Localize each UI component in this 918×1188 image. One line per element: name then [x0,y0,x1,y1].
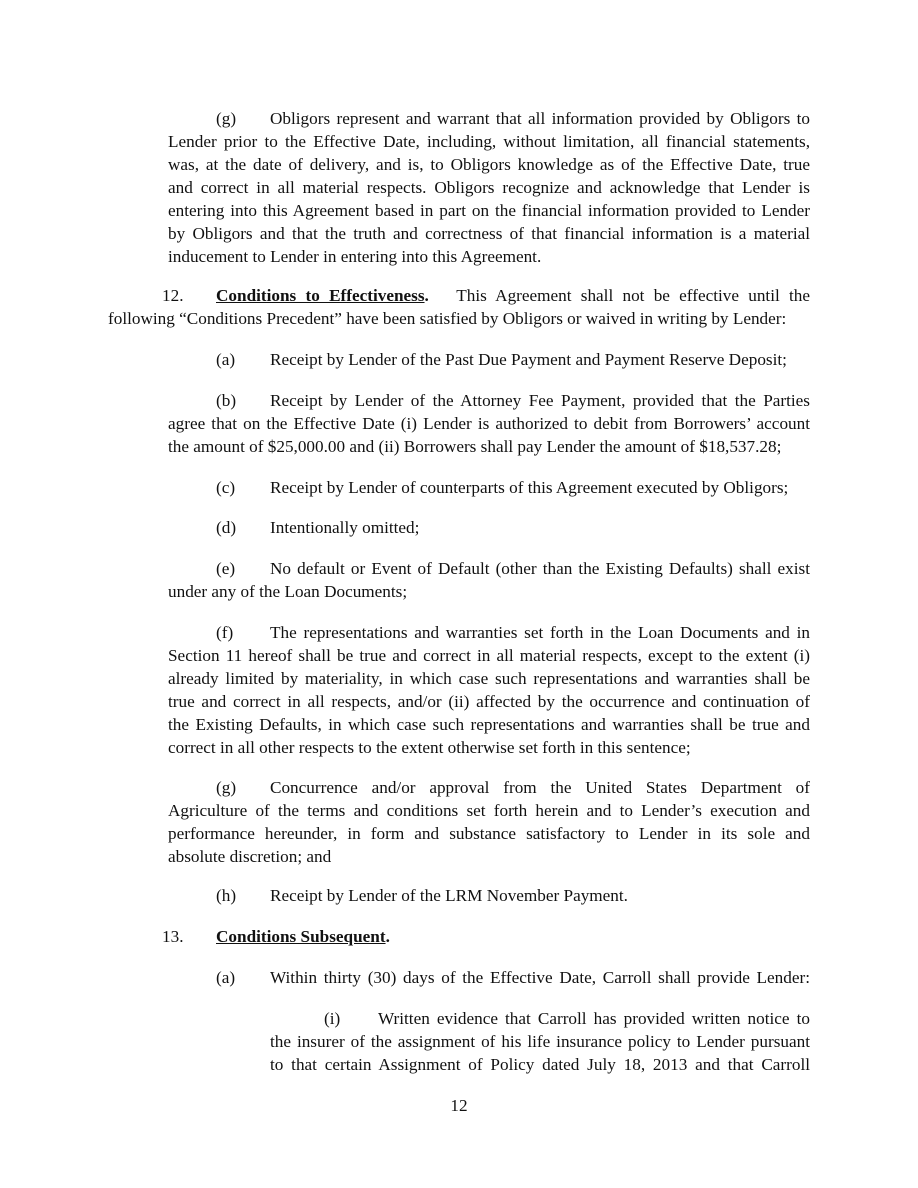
paragraph-line: the amount of $25,000.00 and (ii) Borrowers shall pay Lender the amount of $18,537.28; [168,437,782,456]
subsequent-a-i: (i) Written evidence that Carroll has provided written notice to the insurer of the assignment of his life insurance policy to Lender pursuant to that certain Assignment of Policy dated July 18, 2013 and that Carroll [270,1009,810,1074]
item-label: (e) [216,559,236,578]
paragraph-line: absolute discretion; and [168,847,332,866]
paragraph-line: Lender prior to the Effective Date, including, without limitation, all financial statements, [168,132,810,151]
section-12-intro [108,284,810,330]
page-number: 12 [450,1096,468,1115]
paragraph-line: the insurer of the assignment of his life insurance policy to Lender pursuant [270,1032,810,1051]
section-heading: Conditions Subsequent [216,927,386,946]
paragraph-line: to that certain Assignment of Policy dated July 18, 2013 and that Carroll [270,1055,810,1074]
subsequent-a: (a) Within thirty (30) days of the Effective Date, Carroll shall provide Lender: [216,968,810,987]
paragraph-line: true and correct in all respects, and/or (ii) affected by the occurrence and continuation of [168,692,810,711]
paragraph-line: following “Conditions Precedent” have been satisfied by Obligors or waived in writing by Lender: [108,309,787,328]
condition-g: (g) Concurrence and/or approval from the United States Department of Agriculture of the terms and conditions set forth herein and to Lender’s execution and performance hereunder, in form and substance satisfactory to Lender in its sole and absolute discretion; and [168,778,810,866]
section-13-heading: 13. Conditions Subsequent. [162,927,390,946]
item-label: (i) [324,1009,341,1028]
paragraph-line: performance hereunder, in form and substance satisfactory to Lender in its sole and [168,824,810,843]
condition-f: (f) The representations and warranties set forth in the Loan Documents and in Section 11 hereof shall be true and correct in all material respects, except to the extent (i) already limited by materiality, in which case such representations and warranties shall be true and correct in all respects, and/or (ii) affected by the occurrence and continuation of the Existing Defaults, in which case such representations and warranties shall be true and correct in all other respects to the extent otherwise set forth in this sentence; [168,623,810,757]
condition-h: (h) Receipt by Lender of the LRM November Payment. [216,886,628,905]
item-label: (a) [216,350,236,369]
paragraph-line: under any of the Loan Documents; [168,582,408,601]
item-label: (a) [216,968,236,987]
paragraph-line: was, at the date of delivery, and is, to Obligors knowledge as of the Effective Date, true [168,155,810,174]
paragraph-line: agree that on the Effective Date (i) Lender is authorized to debit from Borrowers’ account [168,414,810,433]
paragraph-line: 12. Conditions to Effectiveness. This Agreement shall not be effective until the [162,286,810,305]
condition-c: (c) Receipt by Lender of counterparts of this Agreement executed by Obligors; [216,478,789,497]
paragraph-line: correct in all other respects to the extent otherwise set forth in this sentence; [168,738,691,757]
paragraph-line: entering into this Agreement based in part on the financial information provided to Lender [168,201,810,220]
paragraph-g-warranty [168,107,810,268]
paragraph-line: inducement to Lender in entering into this Agreement. [168,247,542,266]
paragraph-line: already limited by materiality, in which case such representations and warranties shall be [168,669,810,688]
paragraph-line: Section 11 hereof shall be true and correct in all material respects, except to the extent (i) [168,646,810,665]
condition-b: (b) Receipt by Lender of the Attorney Fee Payment, provided that the Parties agree that on the Effective Date (i) Lender is authorized to debit from Borrowers’ account the amount of $25,000.00 and (ii) Borrowers shall pay Lender the amount of $18,537.28; [168,391,810,456]
item-label: (g) [216,778,237,797]
paragraph-line: the Existing Defaults, in which case such representations and warranties shall be true and [168,715,810,734]
section-heading: Conditions to Effectiveness [216,286,425,305]
item-label: (b) [216,391,237,410]
paragraph-line: (g) Obligors represent and warrant that all information provided by Obligors to [216,109,810,128]
item-label: (g) [216,109,237,128]
section-number: 12. [162,286,184,305]
condition-e: (e) No default or Event of Default (other than the Existing Defaults) shall exist under any of the Loan Documents; [168,559,810,601]
paragraph-line: and correct in all material respects. Obligors recognize and acknowledge that Lender is [168,178,810,197]
condition-d: (d) Intentionally omitted; [216,518,420,537]
paragraph-line: by Obligors and that the truth and correctness of that financial information is a material [168,224,810,243]
paragraph-line: Agriculture of the terms and conditions set forth herein and to Lender’s execution and [168,801,810,820]
condition-a: (a) Receipt by Lender of the Past Due Payment and Payment Reserve Deposit; [216,350,787,369]
item-label: (c) [216,478,236,497]
item-label: (f) [216,623,234,642]
section-number: 13. [162,927,184,946]
item-label: (h) [216,886,237,905]
item-label: (d) [216,518,237,537]
